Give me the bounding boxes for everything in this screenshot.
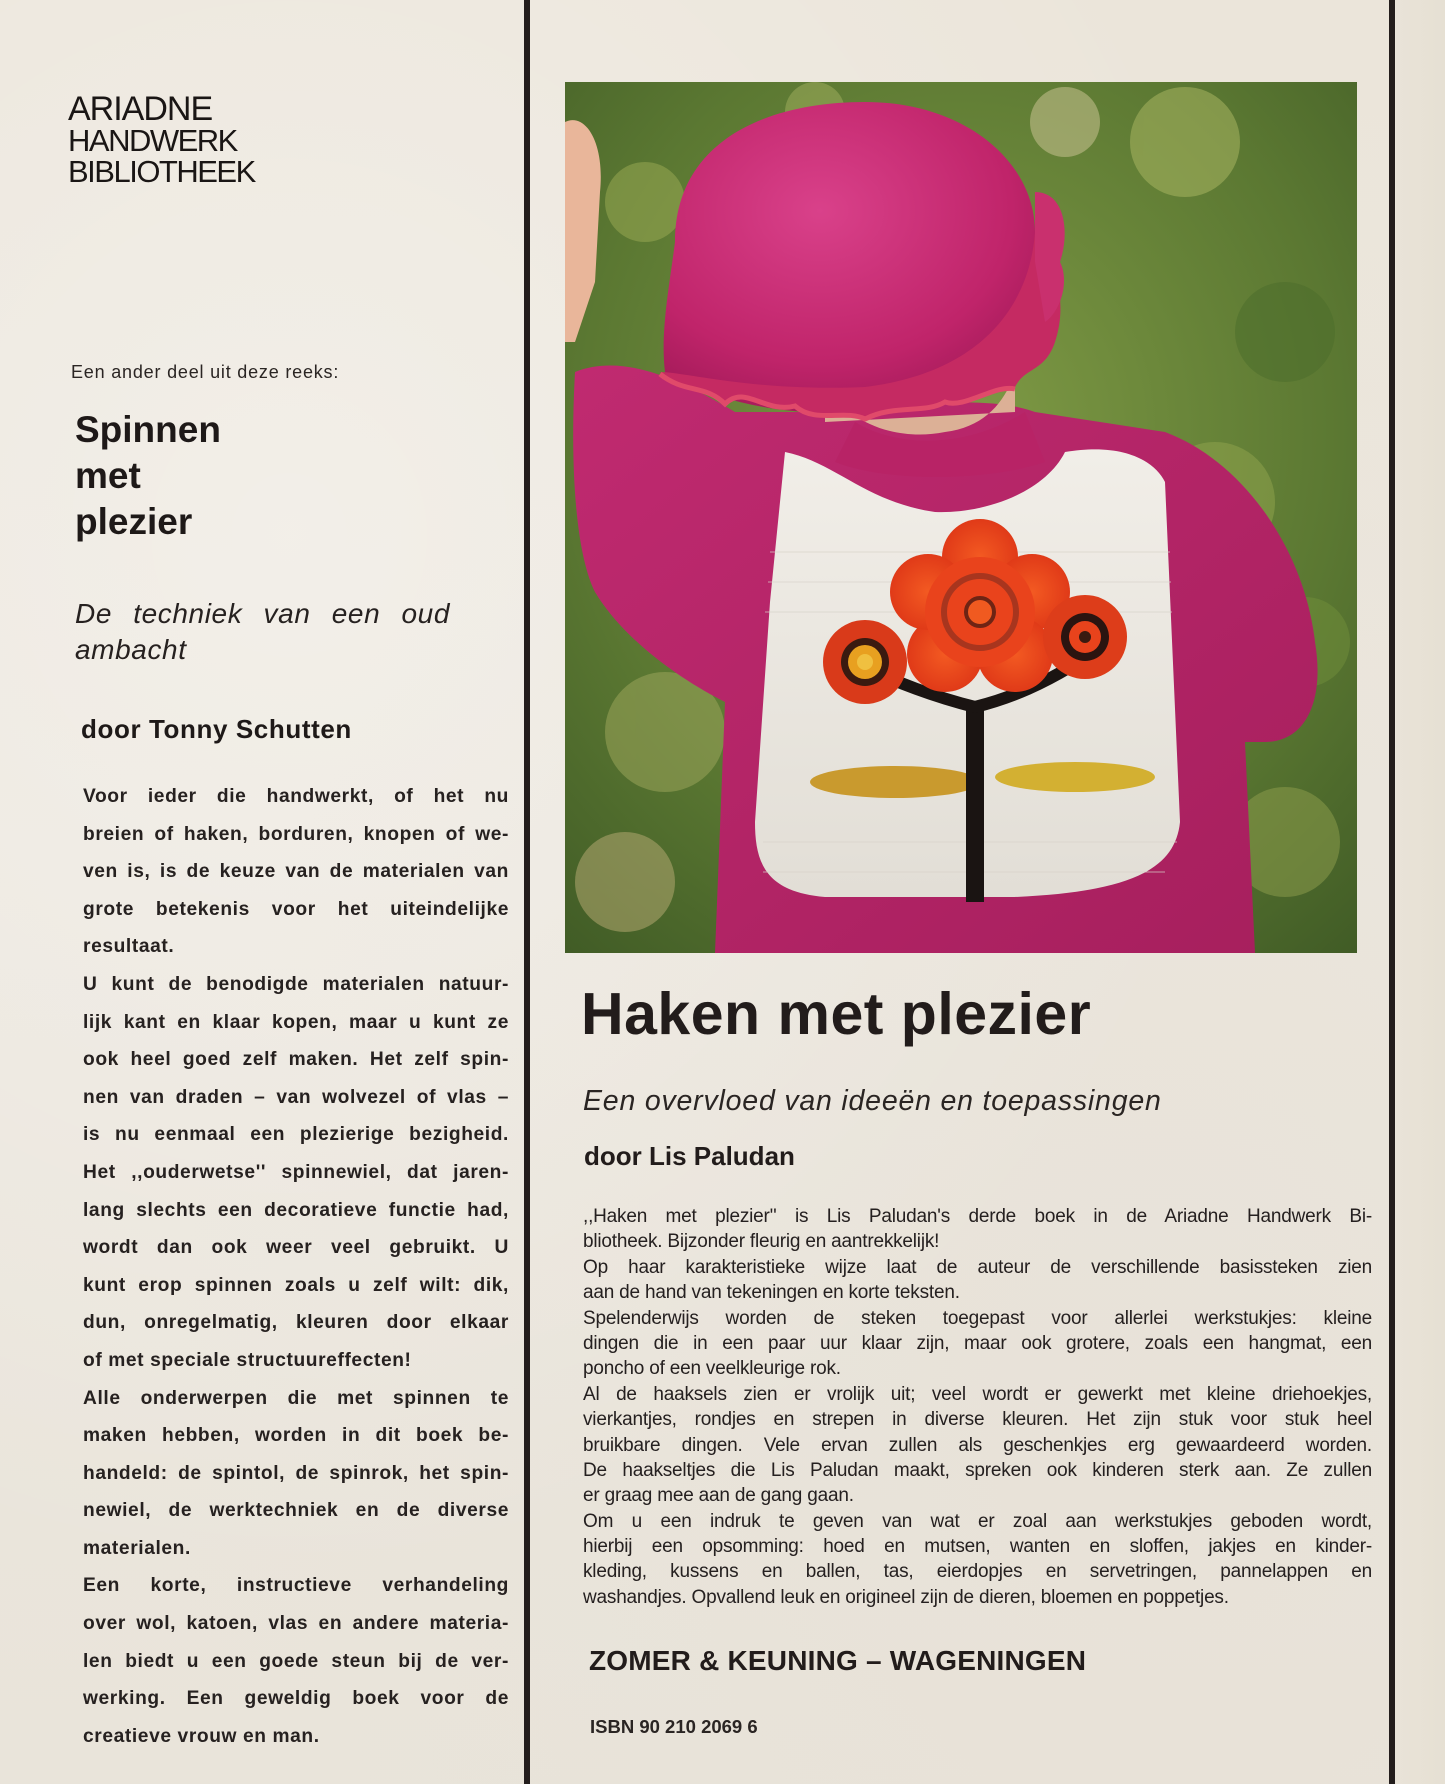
text-line: kunt erop spinnen zoals u zelf wilt: dik, bbox=[83, 1274, 509, 1296]
book-author: door Lis Paludan bbox=[584, 1141, 795, 1171]
text-line: handeld: de spintol, de spinrok, het spin- bbox=[83, 1462, 509, 1484]
book-title: Haken met plezier bbox=[581, 981, 1092, 1047]
other-volume-title-line: met bbox=[75, 455, 141, 496]
text-line: dun, onregelmatig, kleuren door elkaar bbox=[83, 1312, 509, 1334]
text-line: Voor ieder die handwerkt, of het nu bbox=[83, 786, 509, 807]
text-line: lijk kant en klaar kopen, maar u kunt ze bbox=[83, 1011, 509, 1033]
other-volume-title bbox=[75, 407, 221, 545]
series-logo-line: ARIADNE bbox=[68, 90, 213, 128]
text-line: over wol, katoen, vlas en andere materia- bbox=[83, 1613, 509, 1635]
text-line: dingen die in een paar uur klaar zijn, maar ook grotere, zoals een hangmat, een bbox=[583, 1332, 1372, 1354]
left-vertical-rule bbox=[524, 0, 530, 1784]
text-line: U kunt de benodigde materialen natuur- bbox=[83, 973, 509, 995]
publisher: ZOMER & KEUNING – WAGENINGEN bbox=[589, 1645, 1087, 1676]
series-logo bbox=[68, 90, 255, 189]
series-logo-line: BIBLIOTHEEK bbox=[68, 154, 255, 189]
text-line: Alle onderwerpen die met spinnen te bbox=[83, 1387, 509, 1409]
book-description bbox=[583, 1204, 1372, 1610]
text-line: hierbij een opsomming: hoed en mutsen, wanten en sloffen, jakjes en kinder- bbox=[583, 1536, 1372, 1558]
other-volume-subtitle: De techniek van een oud ambacht bbox=[75, 598, 450, 665]
text-line: kleding, kussens en ballen, tas, eierdopjes en servetringen, pannelappen en bbox=[583, 1561, 1372, 1583]
text-line: aan de hand van tekeningen en korte teksten. bbox=[583, 1282, 960, 1304]
text-line: nen van draden – van wolvezel of vlas – bbox=[83, 1086, 509, 1108]
text-line: Op haar karakteristieke wijze laat de auteur de verschillende basissteken zien bbox=[583, 1256, 1372, 1278]
text-line: washandjes. Opvallend leuk en origineel zijn de dieren, bloemen en poppetjes. bbox=[583, 1586, 1229, 1608]
text-line: creatieve vrouw en man. bbox=[83, 1725, 320, 1747]
text-line: of met speciale structuureffecten! bbox=[83, 1349, 412, 1371]
spine-edge bbox=[1396, 0, 1445, 1784]
other-volume-title-line: plezier bbox=[75, 501, 193, 542]
text-line: Al de haaksels zien er vrolijk uit; veel wordt er gewerkt met kleine driehoekjes, bbox=[583, 1383, 1372, 1405]
text-line: Om u een indruk te geven van wat er zoal aan werkstukjes geboden wordt, bbox=[583, 1510, 1372, 1532]
text-line: lang slechts een decoratieve functie had, bbox=[83, 1199, 509, 1221]
other-volume-label: Een ander deel uit deze reeks: bbox=[71, 362, 340, 382]
text-line: wordt dan ook weer veel gebruikt. U bbox=[83, 1237, 509, 1259]
text-line: er graag mee aan de gang gaan. bbox=[583, 1485, 854, 1507]
text-line: Het ,,ouderwetse'' spinnewiel, dat jaren- bbox=[83, 1161, 509, 1183]
text-line: ,,Haken met plezier'' is Lis Paludan's derde boek in de Ariadne Handwerk Bi- bbox=[583, 1206, 1372, 1227]
text-line: werking. Een geweldig boek voor de bbox=[83, 1688, 509, 1710]
text-line: maken hebben, worden in dit boek be- bbox=[83, 1425, 509, 1447]
text-line: De haakseltjes die Lis Paludan maakt, spreken ook kinderen sterk aan. Ze zullen bbox=[583, 1459, 1372, 1481]
text-line: resultaat. bbox=[83, 936, 175, 958]
text-line: newiel, de werktechniek en de diverse bbox=[83, 1500, 509, 1522]
text-line: vierkantjes, rondjes en strepen in diverse kleuren. Het zijn stuk voor stuk heel bbox=[583, 1409, 1372, 1431]
text-line: grote betekenis voor het uiteindelijke bbox=[83, 898, 509, 920]
series-logo-line: HANDWERK bbox=[68, 123, 237, 158]
isbn: ISBN 90 210 2069 6 bbox=[590, 1716, 758, 1737]
other-volume-description bbox=[83, 778, 509, 1755]
text-line: len biedt u een goede steun bij de ver- bbox=[83, 1650, 509, 1672]
text-line: Spelenderwijs worden de steken toegepast voor allerlei werkstukjes: kleine bbox=[583, 1307, 1372, 1329]
text-line: breien of haken, borduren, knopen of we- bbox=[83, 823, 509, 845]
text-line: bruikbare dingen. Vele ervan zullen als geschenkjes erg gewaardeerd worden. bbox=[583, 1434, 1372, 1456]
text-line: Een korte, instructieve verhandeling bbox=[83, 1575, 509, 1597]
other-volume-author: door Tonny Schutten bbox=[81, 714, 352, 744]
right-vertical-rule bbox=[1389, 0, 1395, 1784]
text-line: ook heel goed zelf maken. Het zelf spin- bbox=[83, 1049, 509, 1071]
book-subtitle: Een overvloed van ideeën en toepassingen bbox=[583, 1085, 1162, 1117]
cover-photo bbox=[565, 82, 1357, 953]
child-crochet-photo-illustration bbox=[565, 82, 1357, 953]
text-line: is nu eenmaal een plezierige bezigheid. bbox=[83, 1124, 509, 1146]
text-line: poncho of een veelkleurige rok. bbox=[583, 1358, 841, 1380]
text-line: bliotheek. Bijzonder fleurig en aantrekkelijk! bbox=[583, 1231, 940, 1253]
text-line: ven is, is de keuze van de materialen van bbox=[83, 861, 509, 883]
other-volume-title-line: Spinnen bbox=[75, 409, 221, 450]
text-line: materialen. bbox=[83, 1537, 191, 1559]
